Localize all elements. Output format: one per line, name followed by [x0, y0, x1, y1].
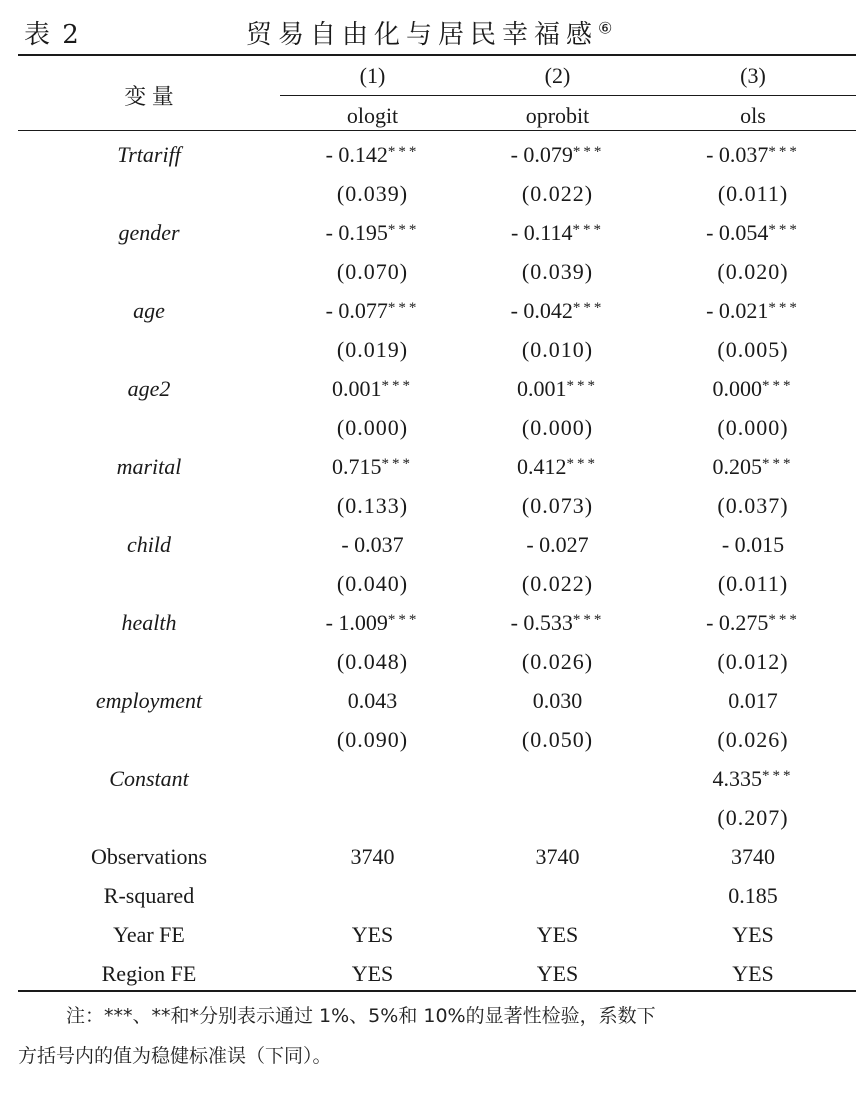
column-number: (3)	[740, 62, 766, 88]
coefficient-cell	[280, 603, 465, 642]
coefficient-value: - 0.027	[526, 531, 589, 557]
variable-name: child	[127, 531, 171, 557]
coefficient-value: 0.001	[517, 375, 567, 401]
coefficient-value: - 1.009	[325, 609, 388, 635]
standard-error-row	[18, 330, 856, 369]
statistics-row	[18, 876, 856, 915]
coefficient-cell	[650, 759, 856, 798]
coefficient-row	[18, 681, 856, 720]
significance-stars: ***	[387, 299, 420, 316]
coefficient-cell	[650, 447, 856, 486]
significance-stars: ***	[768, 299, 800, 316]
coefficient-value: - 0.195	[325, 219, 388, 245]
coefficient-cell	[465, 369, 650, 408]
standard-error-row	[18, 174, 856, 213]
standard-error	[280, 798, 465, 837]
significance-stars: ***	[768, 143, 800, 160]
coefficient-value: 0.205	[712, 453, 762, 479]
significance-stars: ***	[572, 143, 605, 160]
standard-error: (0.000)	[336, 414, 409, 440]
statistic-value: 0.185	[728, 882, 778, 908]
coefficient-value: 0.043	[347, 687, 398, 713]
coefficient-row	[18, 135, 856, 174]
significance-stars: ***	[381, 377, 413, 394]
standard-error: (0.011)	[717, 180, 789, 206]
empty-cell	[18, 720, 280, 759]
variable-name: marital	[116, 453, 182, 479]
coefficient-cell	[650, 369, 856, 408]
coefficient-row	[18, 291, 856, 330]
coefficient-value: - 0.114	[510, 219, 573, 245]
statistic-value: YES	[536, 921, 579, 947]
statistic-value: YES	[732, 960, 774, 986]
significance-stars: ***	[762, 455, 794, 472]
coefficient-value: 0.030	[532, 687, 583, 713]
significance-stars: ***	[768, 611, 800, 628]
standard-error: (0.050)	[521, 726, 594, 752]
significance-stars: ***	[381, 455, 413, 472]
standard-error: (0.019)	[336, 336, 409, 362]
significance-stars: ***	[566, 455, 598, 472]
standard-error-row	[18, 720, 856, 759]
standard-error: (0.010)	[521, 336, 594, 362]
coefficient-value: - 0.021	[706, 297, 769, 323]
standard-error: (0.000)	[521, 414, 594, 440]
variable-name: Trtariff	[117, 141, 181, 167]
coefficient-cell	[650, 525, 856, 564]
significance-stars: ***	[387, 221, 420, 238]
coefficient-cell	[465, 603, 650, 642]
standard-error: (0.207)	[717, 804, 789, 830]
statistic-value: YES	[351, 960, 394, 986]
significance-stars: ***	[768, 221, 800, 238]
coefficient-value: 0.000	[712, 375, 762, 401]
coefficient-row	[18, 603, 856, 642]
standard-error: (0.039)	[521, 258, 594, 284]
coefficient-cell	[465, 213, 650, 252]
coefficient-cell	[280, 213, 465, 252]
variable-name: Constant	[109, 765, 189, 791]
statistic-value: YES	[351, 921, 394, 947]
table-title-row	[16, 6, 856, 50]
coefficient-cell	[465, 681, 650, 720]
standard-error: (0.133)	[336, 492, 409, 518]
statistic-value: YES	[732, 921, 774, 947]
note-line-1: 注：***、**和*分别表示通过 1%、5%和 10%的显著性检验，系数下	[66, 1005, 656, 1027]
empty-cell	[18, 642, 280, 681]
coefficient-row	[18, 447, 856, 486]
coefficient-value: - 0.015	[721, 531, 785, 557]
standard-error: (0.026)	[717, 726, 789, 752]
coefficient-value: 0.412	[517, 453, 567, 479]
empty-cell	[18, 252, 280, 291]
coefficient-cell	[465, 525, 650, 564]
standard-error	[465, 798, 650, 837]
coefficient-value: - 0.077	[325, 297, 388, 323]
coefficient-value: 4.335	[712, 765, 762, 791]
significance-stars: ***	[566, 377, 598, 394]
coefficient-value: - 0.037	[706, 141, 769, 167]
coefficient-value: - 0.037	[341, 531, 404, 557]
standard-error-row	[18, 252, 856, 291]
coefficient-cell	[465, 447, 650, 486]
statistic-value	[465, 876, 650, 915]
table-title-text: 贸易自由化与居民幸福感	[246, 20, 599, 50]
coefficient-cell	[280, 447, 465, 486]
coefficient-cell	[280, 681, 465, 720]
coefficient-value: - 0.142	[325, 141, 388, 167]
variable-name: health	[121, 609, 177, 635]
significance-stars: ***	[572, 221, 604, 238]
coefficient-cell	[650, 135, 856, 174]
standard-error: (0.090)	[336, 726, 409, 752]
table-note	[18, 996, 858, 1076]
coefficient-row	[18, 369, 856, 408]
coefficient-cell	[280, 759, 465, 798]
standard-error-row	[18, 564, 856, 603]
statistic-label: Year FE	[113, 921, 185, 947]
coefficient-cell	[280, 135, 465, 174]
coefficient-cell	[650, 291, 856, 330]
regression-table	[18, 56, 856, 993]
standard-error: (0.026)	[521, 648, 594, 674]
significance-stars: ***	[762, 767, 794, 784]
coefficient-row	[18, 213, 856, 252]
significance-stars: ***	[762, 377, 794, 394]
coefficient-cell	[280, 369, 465, 408]
standard-error-row	[18, 798, 856, 837]
empty-cell	[18, 564, 280, 603]
standard-error: (0.073)	[521, 492, 594, 518]
standard-error-row	[18, 486, 856, 525]
empty-cell	[18, 330, 280, 369]
standard-error: (0.040)	[336, 570, 409, 596]
standard-error: (0.011)	[717, 570, 789, 596]
bottom-rule	[18, 990, 856, 992]
note-line-2: 方括号内的值为稳健标准误（下同）。	[18, 1045, 332, 1067]
variable-name: age	[133, 297, 165, 323]
statistic-value: 3740	[731, 843, 775, 869]
method-label: oprobit	[465, 96, 650, 136]
significance-stars: ***	[387, 611, 420, 628]
coefficient-value: - 0.079	[510, 141, 573, 167]
statistic-label: R-squared	[103, 882, 195, 908]
header-rule	[18, 130, 856, 131]
coefficient-row	[18, 525, 856, 564]
variable-header: 变 量	[124, 84, 174, 109]
standard-error: (0.005)	[717, 336, 789, 362]
coefficient-cell	[280, 291, 465, 330]
method-label: ols	[650, 96, 856, 136]
standard-error: (0.037)	[717, 492, 789, 518]
coefficient-cell	[650, 603, 856, 642]
standard-error-row	[18, 408, 856, 447]
significance-stars: ***	[572, 611, 605, 628]
variable-name: employment	[95, 687, 203, 713]
significance-stars: ***	[572, 299, 605, 316]
column-number: (2)	[544, 62, 571, 88]
standard-error-row	[18, 642, 856, 681]
coefficient-value: - 0.054	[706, 219, 769, 245]
standard-error: (0.020)	[717, 258, 789, 284]
statistic-label: Observations	[90, 843, 208, 869]
coefficient-cell	[465, 135, 650, 174]
empty-cell	[18, 174, 280, 213]
statistics-row	[18, 837, 856, 876]
standard-error: (0.048)	[336, 648, 409, 674]
coefficient-cell	[465, 291, 650, 330]
coefficient-cell	[465, 759, 650, 798]
standard-error: (0.022)	[521, 570, 594, 596]
column-number: (1)	[359, 62, 386, 88]
variable-name: age2	[127, 375, 171, 401]
empty-cell	[18, 486, 280, 525]
statistic-value	[280, 876, 465, 915]
table-label: 表 2	[24, 20, 81, 50]
title-footnote-marker: ⑥	[598, 18, 613, 38]
statistic-label: Region FE	[101, 960, 197, 986]
coefficient-value: 0.017	[728, 687, 778, 713]
significance-stars: ***	[387, 143, 420, 160]
coefficient-cell	[650, 681, 856, 720]
standard-error: (0.000)	[717, 414, 789, 440]
standard-error: (0.070)	[336, 258, 409, 284]
statistics-row	[18, 915, 856, 954]
method-label: ologit	[280, 96, 465, 136]
statistic-value: YES	[536, 960, 579, 986]
variable-name: gender	[118, 219, 180, 245]
empty-cell	[18, 408, 280, 447]
coefficient-value: 0.001	[332, 375, 382, 401]
statistic-value: 3740	[535, 843, 580, 869]
coefficient-value: - 0.533	[510, 609, 573, 635]
coefficient-cell	[280, 525, 465, 564]
standard-error: (0.012)	[717, 648, 789, 674]
coefficient-cell	[650, 213, 856, 252]
empty-cell	[18, 798, 280, 837]
table-title	[246, 14, 612, 51]
statistic-value: 3740	[350, 843, 395, 869]
coefficient-row	[18, 759, 856, 798]
column-number-row	[18, 56, 856, 96]
coefficient-value: 0.715	[332, 453, 382, 479]
coefficient-value: - 0.042	[510, 297, 573, 323]
standard-error: (0.039)	[336, 180, 409, 206]
standard-error: (0.022)	[521, 180, 594, 206]
statistics-row	[18, 954, 856, 993]
coefficient-value: - 0.275	[706, 609, 769, 635]
